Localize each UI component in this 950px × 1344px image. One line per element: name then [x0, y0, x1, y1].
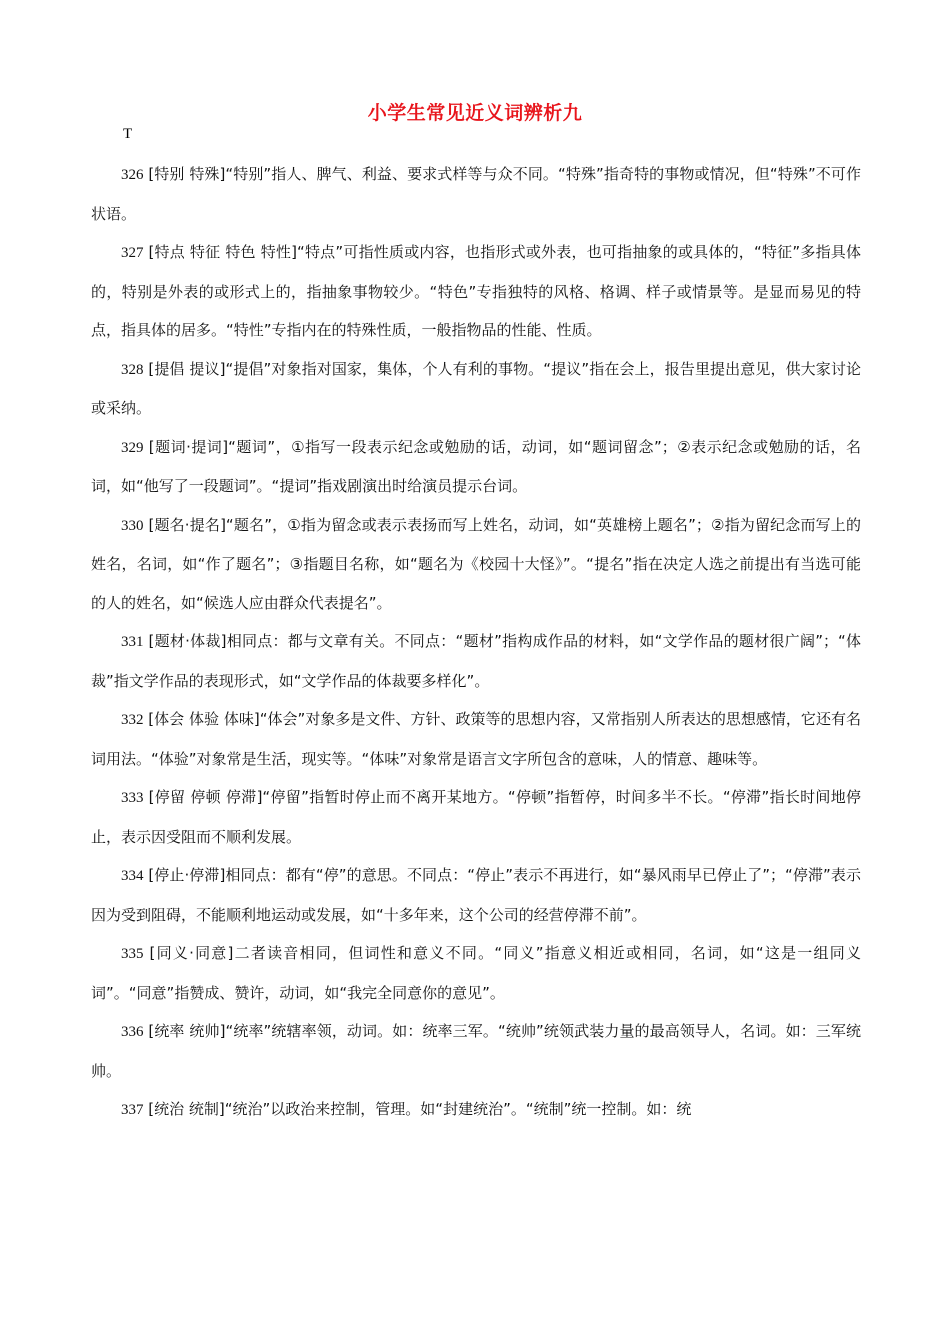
entry-paragraph [91, 233, 861, 350]
entry-text: [特点 特征 特色 特性]“特点”可指性质或内容，也指形式或外表，也可指抽象的或具体的，“特征”多指具体的，特别是外表的或形式上的，指抽象事物较少。“特色”专指独特的风格、格调、样子或情景等。是显而易见的特点，指具体的居多。“特性”专指内在的特殊性质，一般指物品的性能、性质。 [91, 243, 861, 339]
entry-text: [统治 统制]“统治”以政治来控制，管理。如“封建统治”。“统制”统一控制。如：统 [148, 1100, 692, 1118]
entry-number: 331 [121, 634, 144, 650]
entry-paragraph [91, 700, 861, 778]
entry-text: [题材·体裁]相同点：都与文章有关。不同点：“题材”指构成作品的材料，如“文学作品的题材很广阔”；“体裁”指文学作品的表现形式，如“文学作品的体裁要多样化”。 [91, 632, 861, 690]
entry-number: 336 [121, 1024, 144, 1040]
entry-text: [统率 统帅]“统率”统辖率领，动词。如：统率三军。“统帅”统领武装力量的最高领导人，名词。如：三军统帅。 [91, 1022, 861, 1080]
entry-paragraph [91, 622, 861, 700]
entry-paragraph [91, 1090, 861, 1130]
entry-number: 335 [121, 946, 144, 962]
entry-number: 326 [121, 167, 144, 183]
entry-number: 332 [121, 712, 144, 728]
entry-paragraph [91, 428, 861, 506]
entry-number: 328 [121, 361, 144, 378]
entry-paragraph [91, 155, 861, 233]
entry-text: [同义·同意]二者读音相同，但词性和意义不同。“同义”指意义相近或相同，名词，如“这是一组同义词”。“同意”指赞成、赞许，动词，如“我完全同意你的意见”。 [91, 944, 861, 1002]
entry-text: [停留 停顿 停滞]“停留”指暂时停止而不离开某地方。“停顿”指暂停，时间多半不长。“停滞”指长时间地停止，表示因受阻而不顺利发展。 [91, 788, 861, 846]
entry-number: 327 [121, 245, 144, 261]
entry-text: [特别 特殊]“特别”指人、脾气、利益、要求式样等与众不同。“特殊”指奇特的事物或情况，但“特殊”不可作状语。 [91, 165, 861, 223]
document-body [91, 155, 861, 1130]
entry-text: [提倡 提议]“提倡”对象指对国家，集体，个人有利的事物。“提议”指在会上，报告里提出意见，供大家讨论或采纳。 [91, 359, 861, 417]
entry-text: [题名·提名]“题名”，①指为留念或表示表扬而写上姓名，动词，如“英雄榜上题名”；②指为留纪念而写上的姓名，名词，如“作了题名”；③指题目名称，如“题名为《校园十大怪》”。“提名”指在决定人选之前提出有当选可能的人的姓名，如“候选人应由群众代表提名”。 [91, 515, 861, 612]
page-title: 小学生常见近义词辨析九 [367, 102, 583, 124]
entry-paragraph [91, 856, 861, 934]
entry-paragraph [91, 934, 861, 1012]
entry-number: 337 [121, 1102, 144, 1118]
entry-paragraph [91, 778, 861, 856]
entry-number: 333 [121, 790, 144, 806]
entry-text: [停止·停滞]相同点：都有“停”的意思。不同点：“停止”表示不再进行，如“暴风雨早已停止了”；“停滞”表示因为受到阻碍，不能顺利地运动或发展，如“十多年来，这个公司的经营停滞不前”。 [91, 866, 861, 924]
entry-number: 329 [121, 439, 144, 456]
entry-paragraph [91, 506, 861, 623]
entry-text: [题词·提词]“题词”，①指写一段表示纪念或勉励的话，动词，如“题词留念”；②表示纪念或勉励的话，名词，如“他写了一段题词”。“提词”指戏剧演出时给演员提示台词。 [91, 437, 861, 495]
entry-paragraph [91, 350, 861, 428]
entry-text: [体会 体验 体味]“体会”对象多是文件、方针、政策等的思想内容，又常指别人所表达的思想感情，它还有名词用法。“体验”对象常是生活，现实等。“体味”对象常是语言文字所包含的意味，人的情意、趣味等。 [91, 710, 861, 768]
entry-number: 330 [121, 517, 144, 534]
section-marker: T [123, 126, 133, 142]
entry-number: 334 [121, 868, 144, 884]
entry-paragraph [91, 1012, 861, 1090]
